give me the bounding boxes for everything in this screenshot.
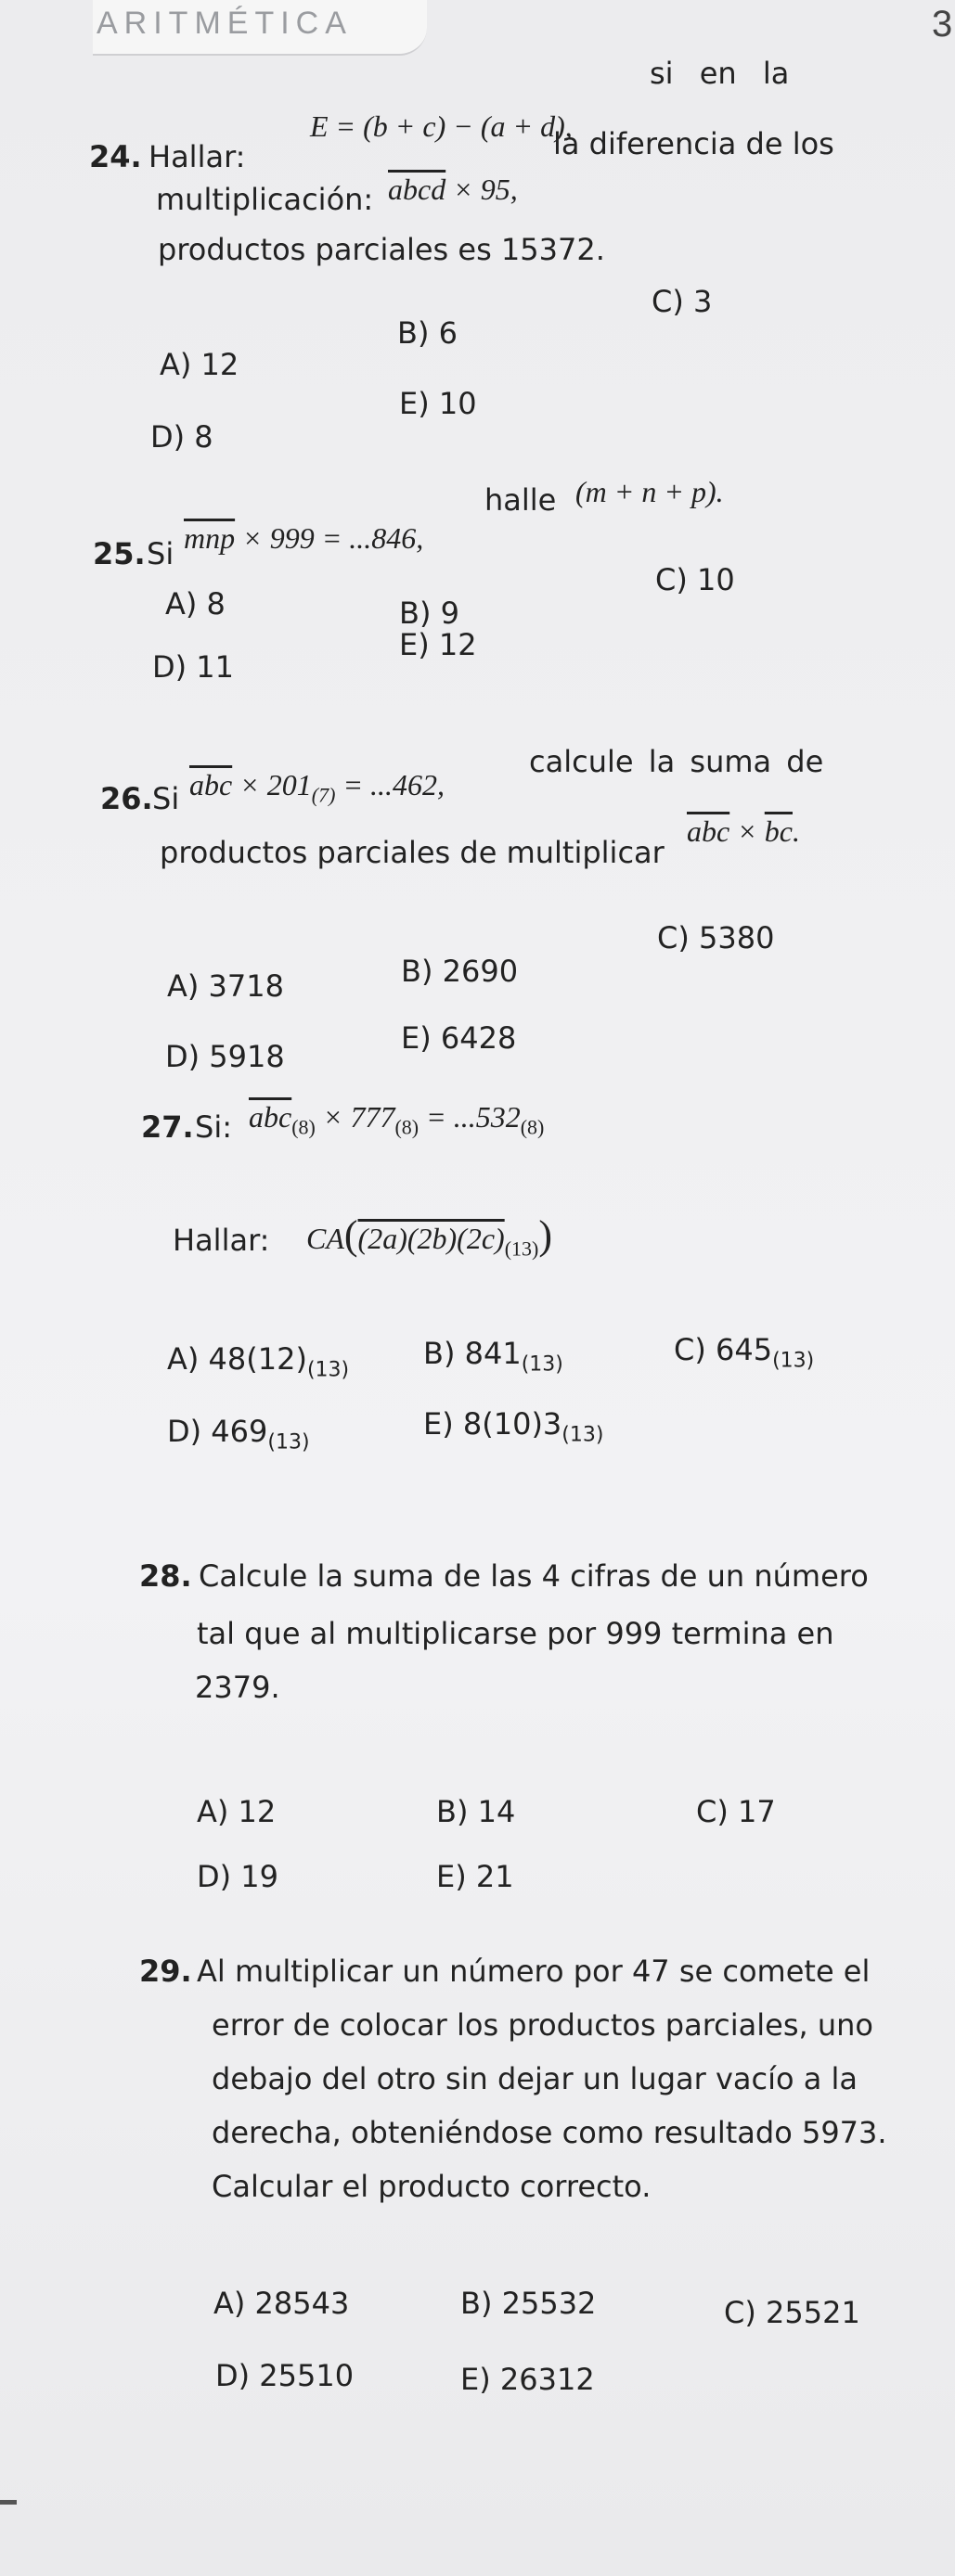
option-c[interactable]: C) 25521 xyxy=(724,2295,860,2330)
option-a[interactable]: A) $48(12)_{(13)}$ xyxy=(167,1341,350,1382)
option-b[interactable]: B) $841_{(13)}$ xyxy=(423,1336,563,1377)
question-text: multiplicación: xyxy=(156,182,374,217)
option-b[interactable]: B) 14 xyxy=(436,1794,516,1829)
formula: $\overline{mnp} \times 999 = ...846$, xyxy=(184,521,424,555)
option-a[interactable]: A) 8 xyxy=(165,586,226,622)
formula: $CA((2a)(2b)(2c)_{(13)})$ xyxy=(306,1212,552,1261)
question-text: si en la xyxy=(650,56,790,91)
option-a[interactable]: A) 12 xyxy=(197,1794,277,1829)
option-e[interactable]: E) 6428 xyxy=(401,1020,517,1056)
option-d[interactable]: D) 8 xyxy=(150,419,213,455)
question-text: debajo del otro sin dejar un lugar vacío a la xyxy=(212,2061,858,2096)
question-number: 27. xyxy=(141,1109,194,1145)
question-text: 2379. xyxy=(195,1670,280,1705)
option-d[interactable]: D) $469_{(13)}$ xyxy=(167,1414,310,1455)
question-text: Si xyxy=(147,536,174,571)
question-text: Hallar: xyxy=(148,139,246,174)
question-text: derecha, obteniéndose como resultado 5973. xyxy=(212,2115,887,2150)
option-d[interactable]: D) 11 xyxy=(152,649,235,685)
question-text: la diferencia de los xyxy=(553,126,834,161)
option-b[interactable]: B) 25532 xyxy=(460,2286,597,2321)
option-b[interactable]: B) 2690 xyxy=(401,954,519,989)
question-text: productos parciales es 15372. xyxy=(158,232,605,267)
option-e[interactable]: E) 21 xyxy=(436,1859,514,1894)
question-number: 28. xyxy=(139,1558,192,1594)
question-number: 24. xyxy=(89,139,142,174)
question-number: 29. xyxy=(139,1954,192,1989)
option-c[interactable]: C) 3 xyxy=(652,284,713,319)
question-text: tal que al multiplicarse por 999 termina en xyxy=(197,1616,834,1651)
option-a[interactable]: A) 3718 xyxy=(167,968,284,1004)
question-text: calcule la suma de xyxy=(529,744,824,779)
formula: E = (b + c) − (a + d), xyxy=(310,109,573,143)
page-edge-mark xyxy=(0,2500,17,2505)
formula: abcd × 95, xyxy=(388,173,518,206)
question-text: Si xyxy=(152,781,180,816)
question-text: Al multiplicar un número por 47 se comete el xyxy=(197,1954,871,1989)
question-text: Hallar: xyxy=(173,1223,270,1258)
option-c[interactable]: C) 17 xyxy=(696,1794,776,1829)
formula: $\overline{abc}_{(8)} \times 777_{(8)} = ...532_{(8)}$ xyxy=(249,1100,545,1139)
question-text: Calcular el producto correcto. xyxy=(212,2169,652,2204)
option-d[interactable]: D) 25510 xyxy=(215,2358,355,2393)
question-text: error de colocar los productos parciales, uno xyxy=(212,2007,873,2043)
option-e[interactable]: E) 12 xyxy=(399,627,477,662)
option-e[interactable]: E) $8(10)3_{(13)}$ xyxy=(423,1406,604,1447)
option-e[interactable]: E) 10 xyxy=(399,386,477,421)
section-title: ARITMÉTICA xyxy=(97,6,353,41)
question-text: Si: xyxy=(195,1109,232,1145)
option-b[interactable]: B) 9 xyxy=(399,596,459,631)
question-number: 25. xyxy=(93,536,146,571)
option-a[interactable]: A) 12 xyxy=(160,347,239,382)
option-b[interactable]: B) 6 xyxy=(397,315,458,351)
option-c[interactable]: C) 10 xyxy=(655,562,735,597)
question-text: productos parciales de multiplicar xyxy=(160,835,665,870)
formula: $\overline{abc} \times \overline{bc}$. xyxy=(687,814,800,848)
option-d[interactable]: D) 19 xyxy=(197,1859,279,1894)
question-text: Calcule la suma de las 4 cifras de un número xyxy=(199,1558,869,1594)
option-c[interactable]: C) $645_{(13)}$ xyxy=(674,1332,815,1373)
question-number: 26. xyxy=(100,781,153,816)
option-e[interactable]: E) 26312 xyxy=(460,2362,595,2397)
formula: (m + n + p). xyxy=(575,475,724,508)
option-d[interactable]: D) 5918 xyxy=(165,1039,285,1074)
formula: $\overline{abc} \times 201_{(7)} = ...462$, xyxy=(189,768,445,807)
question-text: halle xyxy=(484,482,557,518)
option-c[interactable]: C) 5380 xyxy=(657,920,775,955)
option-a[interactable]: A) 28543 xyxy=(213,2286,350,2321)
page-number: 3 xyxy=(932,4,953,45)
